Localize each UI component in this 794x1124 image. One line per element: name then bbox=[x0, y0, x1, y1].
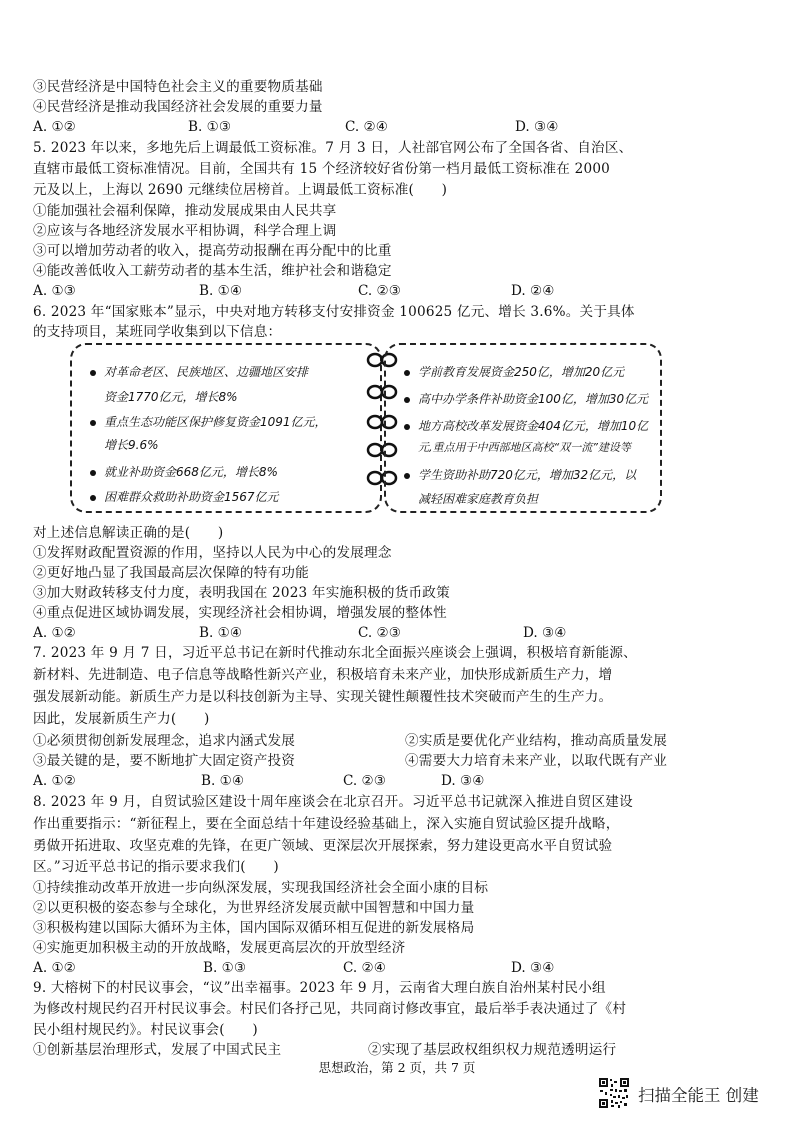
q6-option-c: C. ②③ bbox=[358, 625, 401, 641]
left-box-line-2: 资金1770亿元，增长8% bbox=[104, 390, 238, 404]
q4-option-d: D. ③④ bbox=[515, 119, 559, 135]
q9-stem-line-2: 为修改村规民约召开村民议事会。村民们各抒己见，共同商讨修改事宜，最后举手表决通过了《村 bbox=[33, 1001, 627, 1017]
right-box-line-4: 元,重点用于中西部地区高校“双一流”建设等 bbox=[418, 441, 631, 454]
left-box-line-4: 增长9.6% bbox=[104, 438, 159, 452]
q8-item-1: ①持续推动改革开放进一步向纵深发展，实现我国经济社会全面小康的目标 bbox=[33, 880, 489, 896]
bullet-icon bbox=[90, 495, 96, 501]
right-box-line-6: 减轻困难家庭教育负担 bbox=[418, 492, 539, 506]
q4-item-3: ③民营经济是中国特色社会主义的重要物质基础 bbox=[33, 79, 323, 95]
q6-stem-line-1: 6. 2023 年“国家账本”显示，中央对地方转移支付安排资金 100625 亿元、增长 3.6%。关于具体 bbox=[33, 304, 635, 320]
q7-option-b: B. ①④ bbox=[201, 773, 245, 789]
info-box-right bbox=[384, 343, 662, 513]
scanner-label: 扫描全能王 创建 bbox=[638, 1086, 759, 1105]
q8-option-a: A. ①② bbox=[33, 960, 76, 976]
q5-item-3: ③可以增加劳动者的收入，提高劳动报酬在再分配中的比重 bbox=[33, 243, 392, 259]
q9-stem-line-1: 9. 大榕树下的村民议事会，“议”出幸福事。2023 年 9 月，云南省大理白族自治州某村民小组 bbox=[33, 980, 606, 996]
scanner-watermark bbox=[598, 1077, 788, 1109]
q4-option-b: B. ①③ bbox=[188, 119, 232, 135]
info-box-left bbox=[70, 343, 382, 513]
q7-item-3: ③最关键的是，要不断地扩大固定资产投资 bbox=[33, 753, 296, 769]
q6-item-3: ③加大财政转移支付力度，表明我国在 2023 年实施积极的货币政策 bbox=[33, 585, 450, 601]
q9-item-1: ①创新基层治理形式，发展了中国式民主 bbox=[33, 1042, 282, 1058]
bullet-icon bbox=[90, 470, 96, 476]
q7-option-c: C. ②③ bbox=[343, 773, 386, 789]
q8-stem-line-2: 作出重要指示：“新征程上，要在全面总结十年建设经验基础上，深入实施自贸试验区提升战略， bbox=[33, 816, 620, 832]
q7-stem-line-4: 因此，发展新质生产力( ) bbox=[33, 711, 210, 727]
q5-item-4: ④能改善低收入工薪劳动者的基本生活，维护社会和谐稳定 bbox=[33, 263, 392, 279]
bullet-icon bbox=[404, 397, 410, 403]
q4-item-4: ④民营经济是推动我国经济社会发展的重要力量 bbox=[33, 99, 323, 115]
q6-item-2: ②更好地凸显了我国最高层次保障的特有功能 bbox=[33, 565, 309, 581]
q4-option-a: A. ①② bbox=[33, 119, 76, 135]
q5-option-b: B. ①④ bbox=[199, 283, 243, 299]
q6-option-b: B. ①④ bbox=[199, 625, 243, 641]
left-box-line-6: 困难群众救助补助资金1567亿元 bbox=[90, 488, 279, 506]
q7-option-a: A. ①② bbox=[33, 773, 76, 789]
page-footer: 思想政治，第 2 页，共 7 页 bbox=[318, 1060, 476, 1075]
bullet-icon bbox=[404, 424, 410, 430]
q9-stem-line-3: 民小组村规民约》。村民议事会( ) bbox=[33, 1022, 258, 1038]
left-box-line-5: 就业补助资金668亿元，增长8% bbox=[90, 463, 278, 481]
q6-stem-line-2: 的支持项目，某班同学收集到以下信息： bbox=[33, 324, 282, 340]
q8-option-c: C. ②④ bbox=[343, 960, 386, 976]
q4-option-c: C. ②④ bbox=[345, 119, 388, 135]
q6-item-1: ①发挥财政配置资源的作用，坚持以人民为中心的发展理念 bbox=[33, 545, 392, 561]
q5-item-2: ②应该与各地经济发展水平相协调，科学合理上调 bbox=[33, 223, 337, 239]
q8-item-3: ③积极构建以国际大循环为主体，国内国际双循环相互促进的新发展格局 bbox=[33, 920, 475, 936]
q8-stem-line-3: 勇做开拓进取、攻坚克难的先锋，在更广领域、更深层次开展探索，努力建设更高水平自贸试验 bbox=[33, 838, 613, 854]
q7-option-d: D. ③④ bbox=[441, 773, 485, 789]
left-box-line-1: 对革命老区、民族地区、边疆地区安排 bbox=[90, 363, 308, 381]
q8-option-b: B. ①③ bbox=[203, 960, 247, 976]
q8-stem-line-4: 区。”习近平总书记的指示要求我们( ) bbox=[33, 859, 279, 875]
right-box-line-3: 地方高校改革发展资金404亿元，增加10亿 bbox=[404, 417, 648, 435]
q5-options bbox=[33, 281, 733, 301]
bullet-icon bbox=[90, 370, 96, 376]
q6-options bbox=[33, 623, 733, 643]
q8-option-d: D. ③④ bbox=[511, 960, 555, 976]
bullet-icon bbox=[90, 420, 96, 426]
bullet-icon bbox=[404, 370, 410, 376]
q8-stem-line-1: 8. 2023 年 9 月，自贸试验区建设十周年座谈会在北京召开。习近平总书记就深入推进自贸区建设 bbox=[33, 794, 633, 810]
left-box-line-3: 重点生态功能区保护修复资金1091亿元， bbox=[90, 413, 327, 431]
q5-stem-line-3: 元及以上，上海以 2690 元继续位居榜首。上调最低工资标准( ) bbox=[33, 182, 448, 198]
q5-item-1: ①能加强社会福利保障，推动发展成果由人民共享 bbox=[33, 203, 337, 219]
q7-item-2: ②实质是要优化产业结构，推动高质量发展 bbox=[405, 733, 668, 749]
q7-stem-line-3: 强发展新动能。新质生产力是以科技创新为主导、实现关键性颠覆性技术突破而产生的生产力。 bbox=[33, 689, 613, 705]
q7-item-1: ①必须贯彻创新发展理念，追求内涵式发展 bbox=[33, 733, 296, 749]
q6-option-d: D. ③④ bbox=[523, 625, 567, 641]
q5-option-d: D. ②④ bbox=[511, 283, 555, 299]
right-box-line-2: 高中办学条件补助资金100亿，增加30亿元 bbox=[404, 390, 648, 408]
right-box-line-5: 学生资助补助720亿元，增加32亿元，以 bbox=[404, 466, 636, 484]
q5-option-c: C. ②③ bbox=[358, 283, 401, 299]
q8-item-2: ②以更积极的姿态参与全球化，为世界经济发展贡献中国智慧和中国力量 bbox=[33, 900, 475, 916]
right-box-line-1: 学前教育发展资金250亿，增加20亿元 bbox=[404, 363, 624, 381]
q8-options bbox=[33, 958, 733, 978]
q6-after: 对上述信息解读正确的是( ) bbox=[33, 525, 224, 541]
q9-item-2: ②实现了基层政权组织权力规范透明运行 bbox=[368, 1042, 617, 1058]
q8-item-4: ④实施更加积极主动的开放战略，发展更高层次的开放型经济 bbox=[33, 940, 406, 956]
qr-code-icon bbox=[598, 1077, 630, 1109]
q5-stem-line-1: 5. 2023 年以来，多地先后上调最低工资标准。7 月 3 日，人社部官网公布了全国各省、自治区、 bbox=[33, 140, 633, 156]
bullet-icon bbox=[404, 473, 410, 479]
q7-stem-line-1: 7. 2023 年 9 月 7 日，习近平总书记在新时代推动东北全面振兴座谈会上强调，积极培育新能源、 bbox=[33, 645, 637, 661]
q5-stem-line-2: 直辖市最低工资标准情况。目前，全国共有 15 个经济较好省份第一档月最低工资标准在 2000 bbox=[33, 161, 611, 177]
q4-options bbox=[33, 117, 733, 137]
q7-item-4: ④需要大力培育未来产业，以取代既有产业 bbox=[405, 753, 668, 769]
q6-option-a: A. ①② bbox=[33, 625, 76, 641]
q6-item-4: ④重点促进区域协调发展，实现经济社会相协调，增强发展的整体性 bbox=[33, 605, 447, 621]
q7-stem-line-2: 新材料、先进制造、电子信息等战略性新兴产业，积极培育未来产业，加快形成新质生产力，增 bbox=[33, 667, 613, 683]
q7-options bbox=[33, 771, 733, 791]
q5-option-a: A. ①③ bbox=[33, 283, 76, 299]
